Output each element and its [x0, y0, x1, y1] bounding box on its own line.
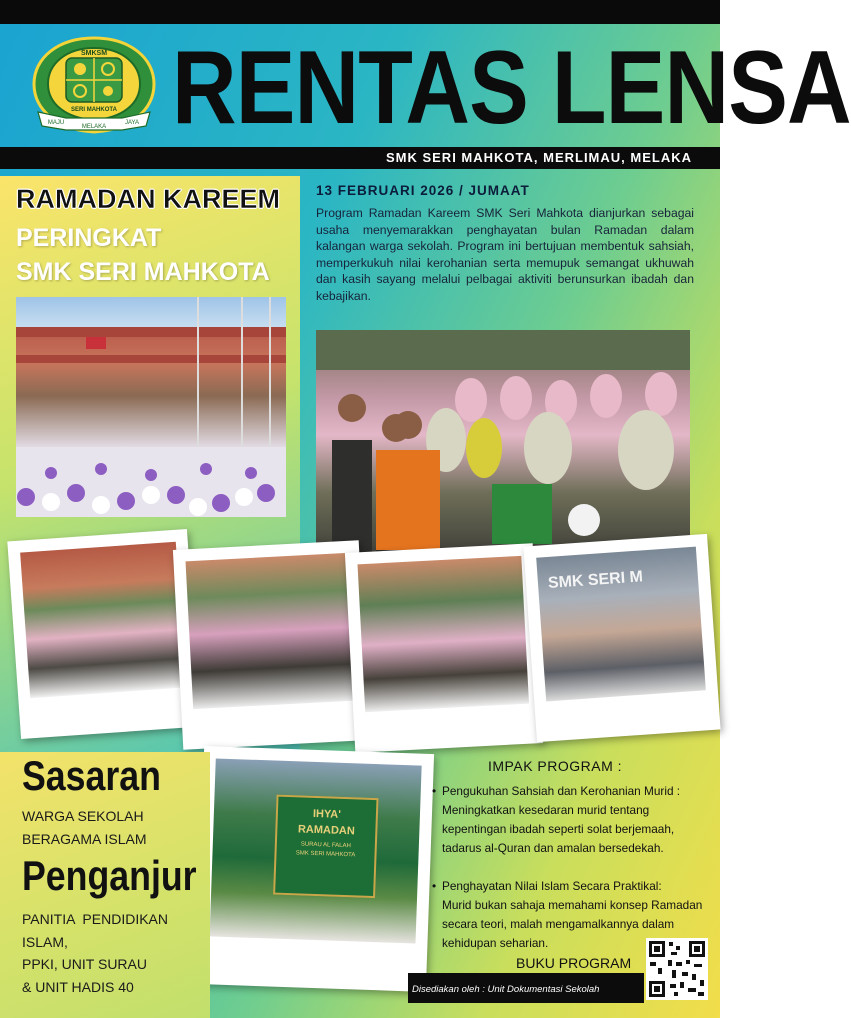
event-description: Program Ramadan Kareem SMK Seri Mahkota dianjurkan sebagai usaha menyemarakkan penghayatan bulan Ramadan dalam kalangan warga sekolah. Program ini bertujuan membentuk sahsiah, memperkukuh nilai kerohanian serta memupuk semangat ukhuwah dan kasih sayang melalui pelbagai aktiviti berunsurkan ibadah dan kebajikan.: [316, 206, 694, 303]
bullet-icon: •: [432, 784, 437, 798]
sasaran-heading: Sasaran: [22, 752, 161, 799]
buku-program-label: BUKU PROGRAM: [516, 955, 632, 971]
polaroid-5-image: [210, 758, 422, 943]
bullet-icon: •: [432, 879, 437, 893]
impak-item-1-title: Pengukuhan Sahsiah dan Kerohanian Murid :: [442, 784, 681, 798]
polaroid-photo-gift-box: [196, 746, 434, 992]
school-logo: [30, 34, 158, 136]
polaroid-photo-2: [173, 540, 369, 749]
photo-group-guests: [316, 330, 690, 563]
polaroid-1-image: [20, 542, 186, 699]
qr-code-icon[interactable]: [646, 938, 708, 1000]
penganjur-line-2: ISLAM,: [22, 933, 68, 950]
polaroid-photo-1: [7, 529, 200, 739]
gift-box-line3: SURAU AL FALAH: [300, 841, 351, 850]
sasaran-line-1: WARGA SEKOLAH: [22, 808, 144, 824]
event-title-line2: PERINGKAT: [16, 224, 162, 252]
event-title-line1: RAMADAN KAREEM: [16, 184, 280, 214]
logo-place-text: MELAKA: [81, 124, 107, 130]
photo-school-assembly: [16, 297, 286, 517]
penganjur-text: [22, 908, 168, 998]
polaroid-4-image: [536, 547, 706, 702]
penganjur-line-3: PPKI, UNIT SURAU: [22, 956, 147, 972]
footer-credit: Disediakan oleh : Unit Dokumentasi Sekolah: [412, 984, 600, 995]
newsletter-title: RENTAS LENSA: [172, 30, 851, 146]
logo-motto-left: MAJU: [47, 120, 65, 126]
polaroid-2-image: [186, 553, 356, 709]
impak-heading: IMPAK PROGRAM :: [488, 758, 623, 774]
event-title-line3: SMK SERI MAHKOTA: [16, 258, 270, 286]
gift-box: [273, 795, 378, 898]
polaroid-photo-3: [345, 543, 543, 753]
logo-name-text: SERI MAHKOTA: [71, 107, 117, 113]
impak-item-2-body: Murid bukan sahaja memahami konsep Ramadan secara teori, malah mengamalkannya dalam kehidupan seharian.: [442, 898, 703, 950]
gift-box-line1: IHYA': [312, 807, 342, 821]
penganjur-heading: Penganjur: [22, 852, 197, 899]
impak-item-1: [432, 782, 708, 858]
penganjur-line-4: & UNIT HADIS 40: [22, 978, 134, 995]
school-sign-text: SMK SERI M: [547, 568, 644, 593]
logo-top-text: SMKSM: [80, 50, 108, 57]
gift-box-line2: RAMADAN: [297, 823, 355, 838]
impak-item-2-title: Penghayatan Nilai Islam Secara Praktikal:: [442, 879, 662, 893]
event-date: 13 FEBRUARI 2026 / JUMAAT: [316, 183, 530, 198]
top-bar: [0, 0, 720, 24]
impak-item-1-body: Meningkatkan kesedaran murid tentang kepentingan ibadah seperti solat berjemaah, tadarus al-Quran dan amalan bersedekah.: [442, 803, 675, 855]
newsletter-subtitle: SMK SERI MAHKOTA, MERLIMAU, MELAKA: [385, 150, 692, 165]
gift-box-line4: SMK SERI MAHKOTA: [295, 850, 356, 859]
polaroid-3-image: [358, 556, 530, 712]
sasaran-text: [22, 805, 146, 851]
sasaran-line-2: BERAGAMA ISLAM: [22, 831, 147, 847]
polaroid-photo-4: [523, 534, 720, 742]
penganjur-line-1: PANITIA PENDIDIKAN: [22, 911, 168, 927]
logo-motto-right: JAYA: [124, 120, 140, 126]
